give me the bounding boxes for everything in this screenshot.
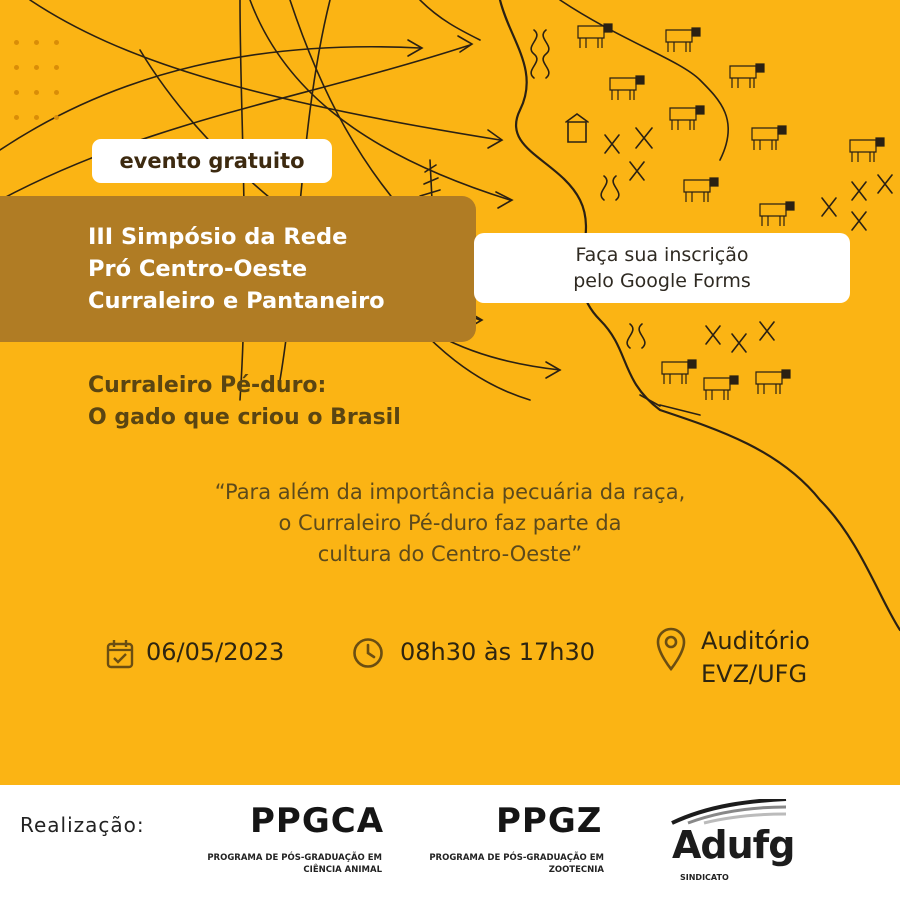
- registration-callout[interactable]: [474, 233, 850, 303]
- adufg-logo-roof: [670, 799, 790, 825]
- event-date: 06/05/2023: [146, 638, 285, 666]
- quote-line-1: “Para além da importância pecuária da raça,: [214, 480, 686, 504]
- ppgz-logo-name: PPGZ: [496, 801, 603, 841]
- adufg-logo-name: Adufg: [672, 823, 795, 867]
- event-title-line-3: Curraleiro e Pantaneiro: [88, 288, 385, 314]
- event-title-line-1: III Simpósio da Rede: [88, 224, 348, 250]
- registration-line-2: pelo Google Forms: [573, 270, 751, 292]
- organizers-label: Realização:: [20, 813, 145, 837]
- free-event-badge: evento gratuito: [92, 139, 332, 183]
- calendar-check-icon: [106, 639, 134, 669]
- clock-icon: [352, 637, 384, 669]
- event-location-line-1: Auditório: [701, 627, 810, 655]
- quote-line-3: cultura do Centro-Oeste”: [317, 542, 583, 566]
- decorative-dots: [14, 40, 74, 120]
- event-title-line-2: Pró Centro-Oeste: [88, 256, 308, 282]
- quote-line-2: o Curraleiro Pé-duro faz parte da: [278, 511, 622, 535]
- ppgz-logo-caption: PROGRAMA DE PÓS-GRADUAÇÃO EM ZOOTECNIA: [429, 853, 604, 875]
- ppgca-logo-name: PPGCA: [250, 801, 385, 841]
- ppgca-logo-caption: PROGRAMA DE PÓS-GRADUAÇÃO EM CIÊNCIA ANIMAL: [207, 853, 382, 875]
- subtitle-line-2: O gado que criou o Brasil: [88, 405, 401, 430]
- registration-line-1: Faça sua inscrição: [575, 244, 749, 266]
- footer-sponsors: [0, 785, 900, 900]
- event-location-line-2: EVZ/UFG: [701, 660, 808, 688]
- event-time: 08h30 às 17h30: [400, 638, 596, 666]
- adufg-logo-caption: SINDICATO: [680, 873, 729, 882]
- event-title-band: [0, 196, 476, 342]
- subtitle-line-1: Curraleiro Pé-duro:: [88, 373, 327, 398]
- map-pin-icon: [654, 626, 688, 672]
